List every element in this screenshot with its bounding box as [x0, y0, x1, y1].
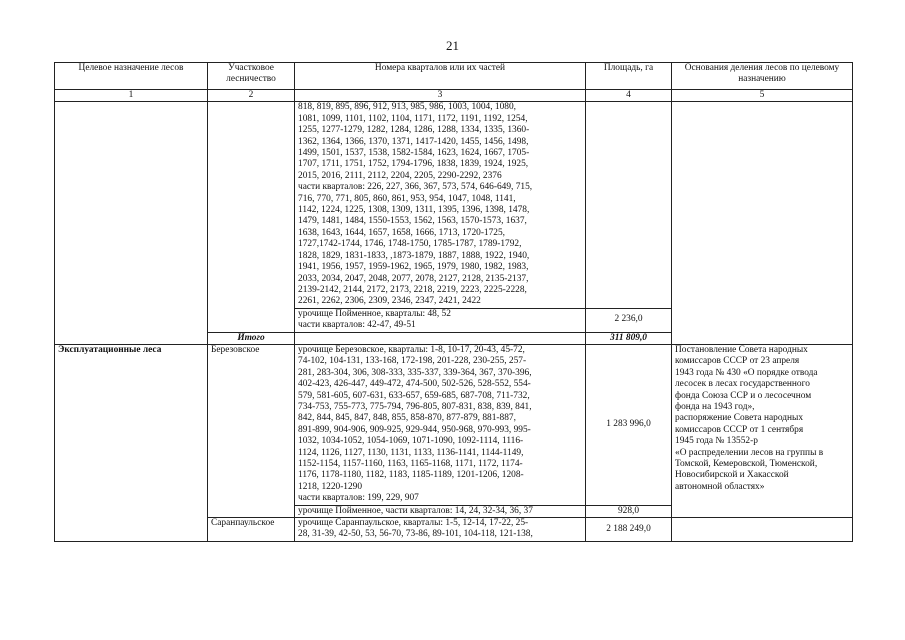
text-line: 1176, 1178-1180, 1182, 1183, 1185-1189, 1201-1206, 1208- [298, 470, 524, 481]
text-line: 1499, 1501, 1537, 1538, 1582-1584, 1623, 1624, 1667, 1705- [298, 148, 530, 159]
text-line: распоряжение Совета народных [675, 413, 804, 424]
text-line: Постановление Совета народных [675, 344, 808, 355]
text-line: 1255, 1277-1279, 1282, 1284, 1286, 1288, 1334, 1335, 1360- [298, 125, 530, 136]
purpose-cell-empty [55, 102, 208, 345]
column-number-row [55, 90, 853, 102]
quarters-list [298, 345, 582, 505]
text-line: 1152-1154, 1157-1160, 1163, 1165-1168, 1171, 1172, 1174- [298, 459, 523, 469]
text-line: 74-102, 104-131, 133-168, 172-198, 201-228, 230-255, 257- [298, 356, 527, 367]
quarters-cell-empty [295, 332, 586, 344]
text-line: автономной областях» [675, 481, 765, 492]
table-row [55, 344, 853, 505]
text-line: «О распределении лесов на группы в [675, 447, 824, 458]
basis-cell [672, 344, 853, 517]
text-line: урочище Березовское, кварталы: 1-8, 10-17, 20-43, 45-72, [298, 344, 525, 355]
text-line: 28, 31-39, 42-50, 53, 56-70, 73-86, 89-101, 104-118, 121-138, [298, 529, 533, 540]
quarters-list [298, 102, 582, 307]
text-line: части кварталов: 226, 227, 366, 367, 573, 574, 646-649, 715, [298, 182, 533, 193]
table-row [55, 102, 853, 308]
text-line: Томской, Кемеровской, Тюменской, [675, 459, 818, 469]
table-header-row [55, 63, 853, 90]
text-line: 842, 844, 845, 847, 848, 855, 858-870, 877-879, 881-887, [298, 413, 516, 424]
forestry-sarantaulskoe: Саранпаульское [208, 518, 295, 542]
text-line: 1943 года № 430 «О порядке отвода [675, 367, 818, 378]
text-line: 402-423, 426-447, 449-472, 474-500, 502-526, 528-552, 554- [298, 379, 531, 390]
text-line: 1142, 1224, 1225, 1308, 1309, 1311, 1395, 1396, 1398, 1478, [298, 205, 530, 216]
text-line: 281, 283-304, 306, 308-333, 335-337, 339-364, 367, 370-396, [298, 367, 532, 378]
basis-cell-empty [672, 518, 853, 542]
quarters-list [298, 309, 582, 332]
text-line: 2015, 2016, 2111, 2112, 2204, 2205, 2290-2292, 2376 [298, 170, 502, 181]
text-line: урочище Пойменное, кварталы: 48, 52 [298, 308, 451, 319]
text-line: комиссаров СССР от 23 апреля [675, 356, 800, 367]
text-line: 891-899, 904-906, 909-925, 929-944, 950-968, 970-993, 995- [298, 424, 531, 435]
quarters-cell [295, 344, 586, 505]
forestry-cell-empty [208, 102, 295, 332]
text-line: части кварталов: 42-47, 49-51 [298, 320, 416, 331]
text-line: 734-753, 755-773, 775-794, 796-805, 807-831, 838, 839, 841, [298, 401, 532, 412]
purpose-exploitation: Эксплуатационные леса [55, 344, 208, 541]
text-line: фонда Союза ССР и о лесосечном [675, 390, 812, 401]
basis-text [675, 345, 849, 493]
text-line: лесосек в лесах государственного [675, 379, 810, 390]
text-line: 1941, 1956, 1957, 1959-1962, 1965, 1979, 1980, 1982, 1983, [298, 262, 529, 273]
text-line: 1828, 1829, 1831-1833, ,1873-1879, 1887, 1888, 1922, 1940, [298, 250, 530, 261]
quarters-cell [295, 518, 586, 542]
forestry-berezovskoe: Березовское [208, 344, 295, 517]
text-line: 1032, 1034-1052, 1054-1069, 1071-1090, 1092-1114, 1116- [298, 436, 524, 447]
header-basis: Основания деления лесов по целевому назначению [672, 63, 853, 90]
total-label: Итого [208, 332, 295, 344]
area-cell-empty [586, 102, 672, 308]
text-line: 1362, 1364, 1366, 1370, 1371, 1417-1420, 1455, 1456, 1498, [298, 136, 529, 147]
area-value: 2 188 249,0 [586, 518, 672, 542]
text-line: 1479, 1481, 1484, 1550-1553, 1562, 1563, 1570-1573, 1637, [298, 216, 527, 227]
text-line: 1707, 1711, 1751, 1752, 1794-1796, 1838, 1839, 1924, 1925, [298, 159, 529, 170]
text-line: урочище Саранпаульское, кварталы: 1-5, 12-14, 17-22, 25- [298, 518, 529, 529]
column-number: 5 [672, 90, 853, 102]
area-value: 928,0 [586, 505, 672, 517]
quarters-list [298, 518, 582, 541]
text-line: 818, 819, 895, 896, 912, 913, 985, 986, 1003, 1004, 1080, [298, 102, 516, 113]
forest-purpose-table [54, 62, 853, 542]
text-line: 1638, 1643, 1644, 1657, 1658, 1666, 1713, 1720-1725, [298, 227, 506, 238]
column-number: 1 [55, 90, 208, 102]
column-number: 2 [208, 90, 295, 102]
total-value: 311 809,0 [586, 332, 672, 344]
column-number: 3 [295, 90, 586, 102]
text-line: 1081, 1099, 1101, 1102, 1104, 1171, 1172, 1191, 1192, 1254, [298, 113, 528, 124]
quarters-line: урочище Пойменное, части кварталов: 14, 24, 32-34, 36, 37 [298, 505, 533, 516]
area-value: 1 283 996,0 [586, 344, 672, 505]
header-area: Площадь, га [586, 63, 672, 90]
text-line: 1727,1742-1744, 1746, 1748-1750, 1785-1787, 1789-1792, [298, 239, 522, 250]
text-line: 1124, 1126, 1127, 1130, 1131, 1133, 1136-1141, 1144-1149, [298, 447, 524, 458]
text-line: Новосибирской и Хакасской [675, 470, 789, 481]
quarters-cell [295, 505, 586, 517]
quarters-cell [295, 308, 586, 332]
text-line: фонда на 1943 год», [675, 401, 755, 412]
text-line: 2033, 2034, 2047, 2048, 2077, 2078, 2127, 2128, 2135-2137, [298, 273, 529, 284]
text-line: 2261, 2262, 2306, 2309, 2346, 2347, 2421, 2422 [298, 296, 481, 307]
text-line: комиссаров СССР от 1 сентября [675, 424, 804, 435]
header-forestry: Участковое лесничество [208, 63, 295, 90]
text-line: 2139-2142, 2144, 2172, 2173, 2218, 2219, 2223, 2225-2228, [298, 284, 527, 295]
text-line: части кварталов: 199, 229, 907 [298, 493, 419, 504]
header-quarters: Номера кварталов или их частей [295, 63, 586, 90]
page-number: 21 [446, 38, 459, 53]
header-purpose: Целевое назначение лесов [55, 63, 208, 90]
quarters-cell [295, 102, 586, 308]
text-line: 1945 года № 13552-р [675, 436, 758, 447]
text-line: 1218, 1220-1290 [298, 481, 363, 492]
basis-cell-empty [672, 102, 853, 345]
area-value: 2 236,0 [586, 308, 672, 332]
text-line: 579, 581-605, 607-631, 633-657, 659-685, 687-708, 711-732, [298, 390, 530, 401]
column-number: 4 [586, 90, 672, 102]
text-line: 716, 770, 771, 805, 860, 861, 953, 954, 1047, 1048, 1141, [298, 193, 516, 204]
